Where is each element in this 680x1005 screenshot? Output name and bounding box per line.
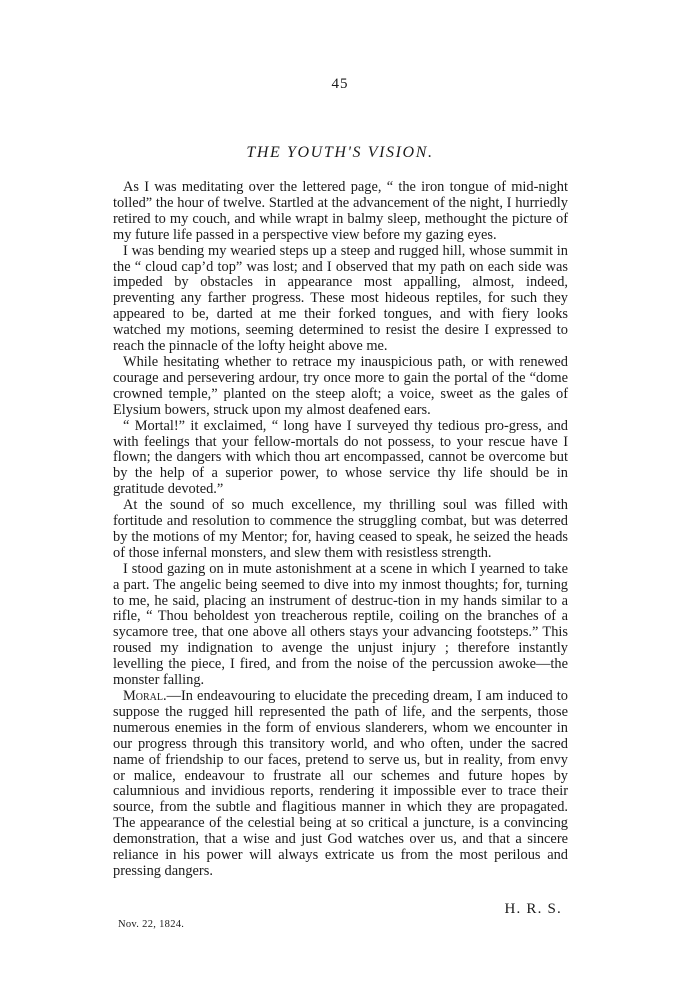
paragraph-1: As I was meditating over the lettered page, “ the iron tongue of mid-night tolled” the hour of twelve. Startled at the advancement of the night, I hurriedly retired to my couch, and while wrapt in balmy sleep, methought the picture of my future life passed in a perspective view before my gazing eyes. — [113, 179, 568, 243]
essay-body — [113, 180, 568, 880]
moral-text: —In endeavouring to elucidate the preceding dream, I am induced to suppose the rugged hill represented the path of life, and the serpents, those numerous enemies in the form of envious slanderers, whom we encounter in our progress through this transitory world, and who often, under the sacred name of friendship to our faces, pretend to serve us, but in reality, from envy or malice, endeavour to frustrate all our schemes and future hopes by calumnious and invidious reports, rendering it impossible ever to trace their source, from the subtle and flagitious manner in which they are propagated. The appearance of the celestial being at so critical a juncture, is a convincing demonstration, that a wise and just God watches over us, and that a sincere reliance in his power will always extricate us from the most perilous and pressing dangers. — [113, 688, 568, 879]
paragraph-2: I was bending my wearied steps up a steep and rugged hill, whose summit in the “ cloud cap’d top” was lost; and I observed that my path on each side was impeded by obstacles in appearance most appalling, almost, indeed, preventing any farther progress. These most hideous reptiles, for such they appeared to be, darted at me their forked tongues, and with fiery looks watched my motions, seeming determined to resist the desire I expressed to reach the pinnacle of the lofty height above me. — [113, 242, 568, 355]
moral-paragraph — [113, 689, 568, 880]
paragraph-6: I stood gazing on in mute astonishment at a scene in which I yearned to take a part. The angelic being seemed to dive into my inmost thoughts; for, turning to me, he said, placing an instrument of destruc-tion in my hands similar to a rifle, “ Thou beholdest yon treacherous reptile, coiling on the branches of a sycamore tree, that one above all others stays your advancing footsteps.” This roused my indignation to avenge the unjust injury ; therefore instantly levelling the piece, I fired, and from the noise of the percussion awoke—the monster falling. — [113, 560, 568, 689]
paragraph-3: While hesitating whether to retrace my inauspicious path, or with renewed courage and persevering ardour, try once more to gain the portal of the “dome crowned temple,” planted on the steep aloft; a voice, sweet as the gales of Elysium bowers, struck upon my almost deafened ears. — [113, 353, 568, 418]
page-title: THE YOUTH'S VISION. — [246, 144, 434, 161]
author-signature: H. R. S. — [504, 901, 562, 917]
paragraph-4: “ Mortal!” it exclaimed, “ long have I surveyed thy tedious pro-gress, and with feelings that your fellow-mortals do not possess, to your rescue have I flown; the dangers with which thou art encompassed, cannot be overcome but by the help of a superior power, to whose service thy life should be in gratitude devoted.” — [113, 417, 568, 498]
date-line: Nov. 22, 1824. — [118, 919, 185, 930]
page-number: 45 — [331, 76, 349, 92]
moral-label: Moral. — [123, 688, 167, 704]
paragraph-5: At the sound of so much excellence, my thrilling soul was filled with fortitude and resolution to commence the struggling combat, but was deterred by the motions of my Mentor; for, having ceased to speak, he seized the heads of those infernal monsters, and slew them with resistless strength. — [113, 497, 568, 561]
